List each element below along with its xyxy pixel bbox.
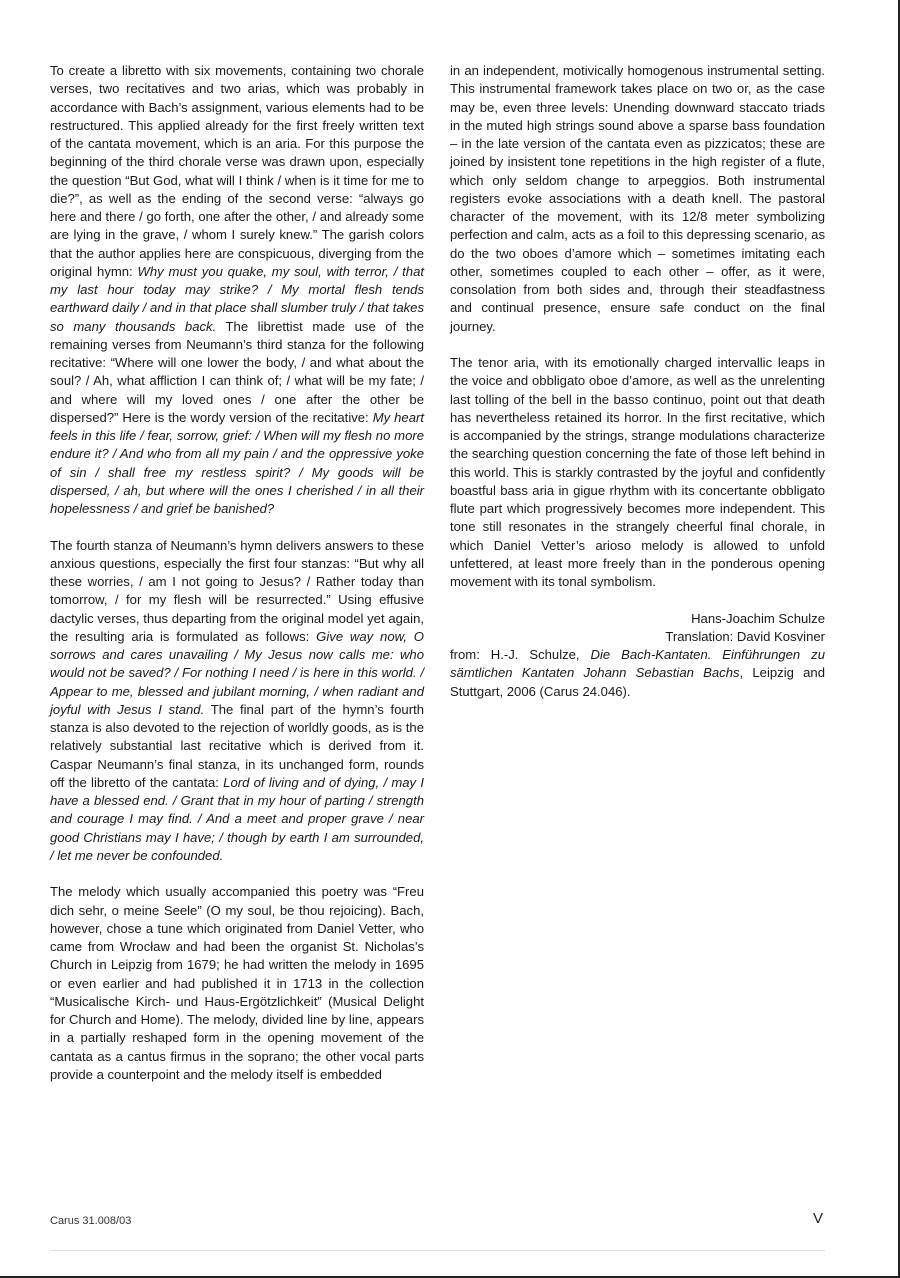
paragraph-libretto-structure	[50, 62, 424, 518]
italic-quotation: Give way now, O sorrows and cares unavailing / My Jesus now calls me: who would not be saved? / For nothing I need / is here in this world. / Appear to me, blessed and jubilant morning, / when radiant and joyful with Jesus I stand.	[50, 628, 424, 717]
paragraph-instrumental-setting	[450, 62, 825, 336]
text-run: The fourth stanza of Neumann’s hymn delivers answers to these anxious questions, especially the first four stanzas: “But why all these worries, / am I not going to Jesus? / Rather today than tomorrow, / for my flesh will be resurrected.” Using effusive dactylic verses, thus departing from the original model yet again, the resulting aria is formulated as follows:	[50, 537, 424, 644]
paragraph-tenor-aria	[450, 354, 825, 591]
source-citation	[450, 646, 825, 701]
left-column	[50, 62, 424, 1102]
italic-quotation: Lord of living and of dying, / may I have a blessed end. / Grant that in my hour of parting / strength and courage I may find. / And a meet and proper grave / near good Christians may I have; / though by earth I am surrounded, / let me never be confounded.	[50, 774, 424, 863]
author-name: Hans-Joachim Schulze	[691, 610, 825, 626]
catalog-number: Carus 31.008/03	[50, 1215, 132, 1227]
italic-quotation: My heart feels in this life / fear, sorrow, grief: / When will my flesh no more endure it? / And who from all my pain / and the oppressive yoke of sin / shall free my restless spirit? / My goods will be dispersed, / ah, but where will the ones I cherished / in all their hopelessness / and grief be banished?	[50, 409, 424, 516]
italic-quotation: Die Bach-Kantaten. Einführungen zu sämtlichen Kantaten Johann Sebastian Bachs	[450, 647, 825, 681]
footer-divider	[50, 1250, 825, 1251]
text-run: To create a libretto with six movements, containing two chorale verses, two recitatives and two arias, which was probably in accordance with Bach’s assignment, various elements had to be restructured. This applied already for the first freely written text of the cantata movement, which is an aria. For this purpose the beginning of the third chorale verse was drawn upon, especially the question “But God, what will I think / when is it time for me to die?”, as well as the ending of the second verse: “always go here and there / go forth, one after the other, / and already some are lying in the grave, / whom I surely knew.” The garish colors that the author applies here are conspicuous, diverging from the original hymn:	[50, 63, 424, 279]
right-column	[450, 62, 825, 719]
text-run: The melody which usually accompanied this poetry was “Freu dich sehr, o meine Seele” (O my soul, be thou rejoicing). Bach, however, chose a tune which originated from Daniel Vetter, who came from Wrocław and had been the organist St. Nicholas’s Church in Leipzig from 1679; he had written the melody in 1695 or even earlier and had published it in 1713 in the collection “Musicalische Kirch- und Haus-Ergötzlichkeit” (Musical Delight for Church and Home). The melody, divided line by line, appears in a partially reshaped form in the opening movement of the cantata as a cantus firmus in the soprano; the other vocal parts provide a counterpoint and the melody itself is embedded	[50, 884, 424, 1082]
text-run: in an independent, motivically homogenous instrumental setting. This instrumental framework takes place on two or, as the case may be, even three levels: Unending downward staccato triads in the muted high strings sound above a sparse bass foundation – in the late version of the cantata even as pizzicatos; these are joined by insistent tone repetitions in the high register of a flute, which only seldom change to arpeggios. Both instrumental registers evoke associations with a death knell. The pastoral character of the movement, with its 12/8 meter symbolizing perfection and calm, acts as a foil to this depressing scenario, as do the two oboes d’amore which – sometimes imitating each other, sometimes coupled to each other – offer, as it were, consolation from both sides and, through their steadfastness and continual presence, ensure safe conduct on the final journey.	[450, 63, 825, 334]
text-run: The librettist made use of the remaining verses from Neumann’s third stanza for the following recitative: “Where will one lower the body, / and what about the soul? / Ah, what affliction I can think of; / what will be my fate; / and where will my loved ones / one after the other be dispersed?” Here is the wordy version of the recitative:	[50, 318, 424, 425]
italic-quotation: Why must you quake, my soul, with terror, / that my last hour today may strike? / My mortal flesh tends earthward daily / and in that place shall slumber truly / that takes so many thousands back.	[50, 263, 424, 334]
paragraph-fourth-stanza	[50, 537, 424, 866]
text-run: The final part of the hymn’s fourth stanza is also devoted to the rejection of worldly goods, as is the relatively substantial last recitative which is derived from it. Caspar Neumann’s final stanza, in its unchanged form, rounds off the libretto of the cantata:	[50, 701, 424, 790]
text-run: from: H.-J. Schulze,	[450, 647, 591, 662]
text-run: , Leipzig and Stuttgart, 2006 (Carus 24.046).	[450, 665, 825, 699]
text-run: The tenor aria, with its emotionally charged intervallic leaps in the voice and obbligato oboe d’amore, as well as the unrelenting last tolling of the bell in the basso continuo, point out that death has nevertheless retained its horror. In the first recitative, which is accompanied by the strings, strange modulations characterize the searching question concerning the fate of those left behind in this world. This is starkly contrasted by the joyful and confidently boastful bass aria in gigue rhythm with its concertante obbligato flute part which progressively becomes more independent. This tone still resonates in the strangely cheerful final chorale, in which Daniel Vetter’s arioso melody is allowed to unfold unfettered, at least more freely than in the ponderous opening movement with its tonal symbolism.	[450, 355, 825, 589]
translator-credit: Translation: David Kosviner	[665, 628, 825, 644]
paragraph-melody	[50, 883, 424, 1084]
page-number: V	[813, 1210, 824, 1227]
